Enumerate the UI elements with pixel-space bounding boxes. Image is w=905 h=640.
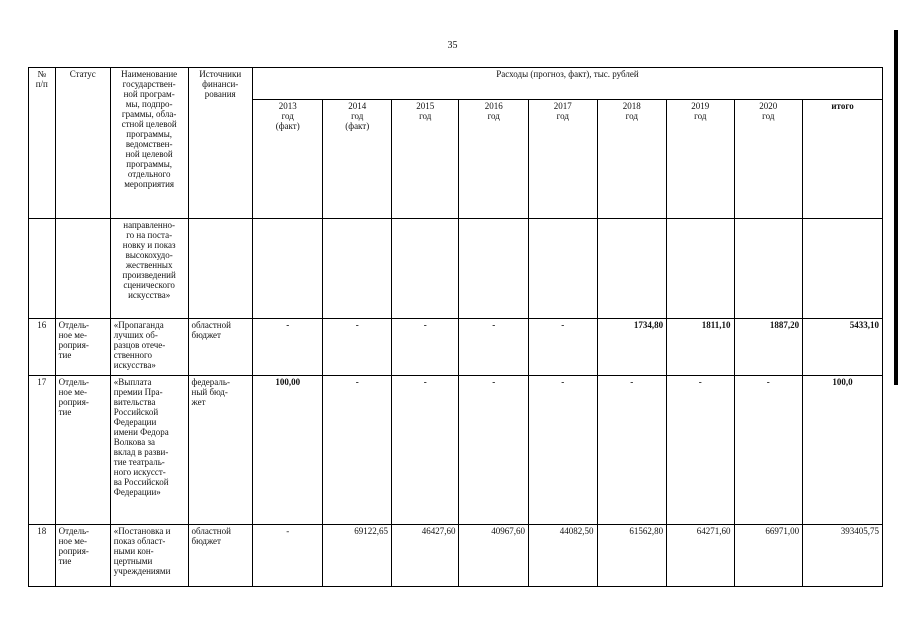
value-total: 5433,10 <box>803 319 883 376</box>
header-number: № п/п <box>29 68 56 219</box>
value-2019: 1811,10 <box>667 319 734 376</box>
value-2016: - <box>459 376 529 525</box>
header-expenses-title: Расходы (прогноз, факт), тыс. рублей <box>252 68 882 100</box>
row-name: «Пропаганда лучших об- разцов отече- ственного искусства» <box>110 319 188 376</box>
value-2014: 69122,65 <box>323 525 392 587</box>
value-2020: 66971,00 <box>734 525 803 587</box>
table-row <box>29 376 883 525</box>
budget-table <box>28 67 883 587</box>
value-2018: - <box>597 376 667 525</box>
row-status: Отдель- ное ме- роприя- тие <box>55 525 110 587</box>
value-2017: - <box>529 319 598 376</box>
value-2020: 1887,20 <box>734 319 803 376</box>
row-number: 16 <box>29 319 56 376</box>
value-2015: - <box>392 319 459 376</box>
value-2017: - <box>529 376 598 525</box>
value-2014: - <box>323 376 392 525</box>
table-row-continuation <box>29 219 883 319</box>
header-year: 2014 год (факт) <box>323 100 392 219</box>
header-total: итого <box>803 100 883 219</box>
value-2013: 100,00 <box>252 376 323 525</box>
header-year: 2017 год <box>529 100 598 219</box>
value-2014: - <box>323 319 392 376</box>
row-source: областной бюджет <box>188 525 252 587</box>
row-number: 18 <box>29 525 56 587</box>
row-source: федераль- ный бюд- жет <box>188 376 252 525</box>
value-2019: - <box>667 376 734 525</box>
scan-edge-mark <box>894 30 898 385</box>
value-total: 100,0 <box>803 376 883 525</box>
value-2020: - <box>734 376 803 525</box>
page-number: 35 <box>447 40 458 51</box>
row-status: Отдель- ное ме- роприя- тие <box>55 376 110 525</box>
continuation-name: направленно- го на поста- новку и показ высокохудо- жественных произведений сценического искусства» <box>110 219 188 319</box>
value-2013: - <box>252 525 323 587</box>
value-2013: - <box>252 319 323 376</box>
header-year: 2019 год <box>667 100 734 219</box>
row-source: областной бюджет <box>188 319 252 376</box>
row-name: «Выплата премии Пра- вительства Российской Федерации имени Федора Волкова за вклад в разви- тие театраль- ного искусст- ва Российской Федерации» <box>110 376 188 525</box>
value-2016: 40967,60 <box>459 525 529 587</box>
header-year: 2015 год <box>392 100 459 219</box>
value-2018: 61562,80 <box>597 525 667 587</box>
value-2015: 46427,60 <box>392 525 459 587</box>
value-2015: - <box>392 376 459 525</box>
table-row <box>29 525 883 587</box>
header-year: 2016 год <box>459 100 529 219</box>
header-status: Статус <box>55 68 110 219</box>
header-row <box>29 68 883 100</box>
row-name: «Постановка и показ област- ными кон- цертными учреждениями <box>110 525 188 587</box>
header-year: 2020 год <box>734 100 803 219</box>
table-row <box>29 319 883 376</box>
header-year: 2013 год (факт) <box>252 100 323 219</box>
value-2019: 64271,60 <box>667 525 734 587</box>
row-number: 17 <box>29 376 56 525</box>
header-source: Источники финанси- рования <box>188 68 252 219</box>
value-2018: 1734,80 <box>597 319 667 376</box>
header-name: Наименование государствен- ной програм- мы, подпро- граммы, обла- стной целевой программы, ведомствен- ной целевой программы, отдельного мероприятия <box>110 68 188 219</box>
value-2017: 44082,50 <box>529 525 598 587</box>
value-total: 393405,75 <box>803 525 883 587</box>
value-2016: - <box>459 319 529 376</box>
row-status: Отдель- ное ме- роприя- тие <box>55 319 110 376</box>
header-year: 2018 год <box>597 100 667 219</box>
